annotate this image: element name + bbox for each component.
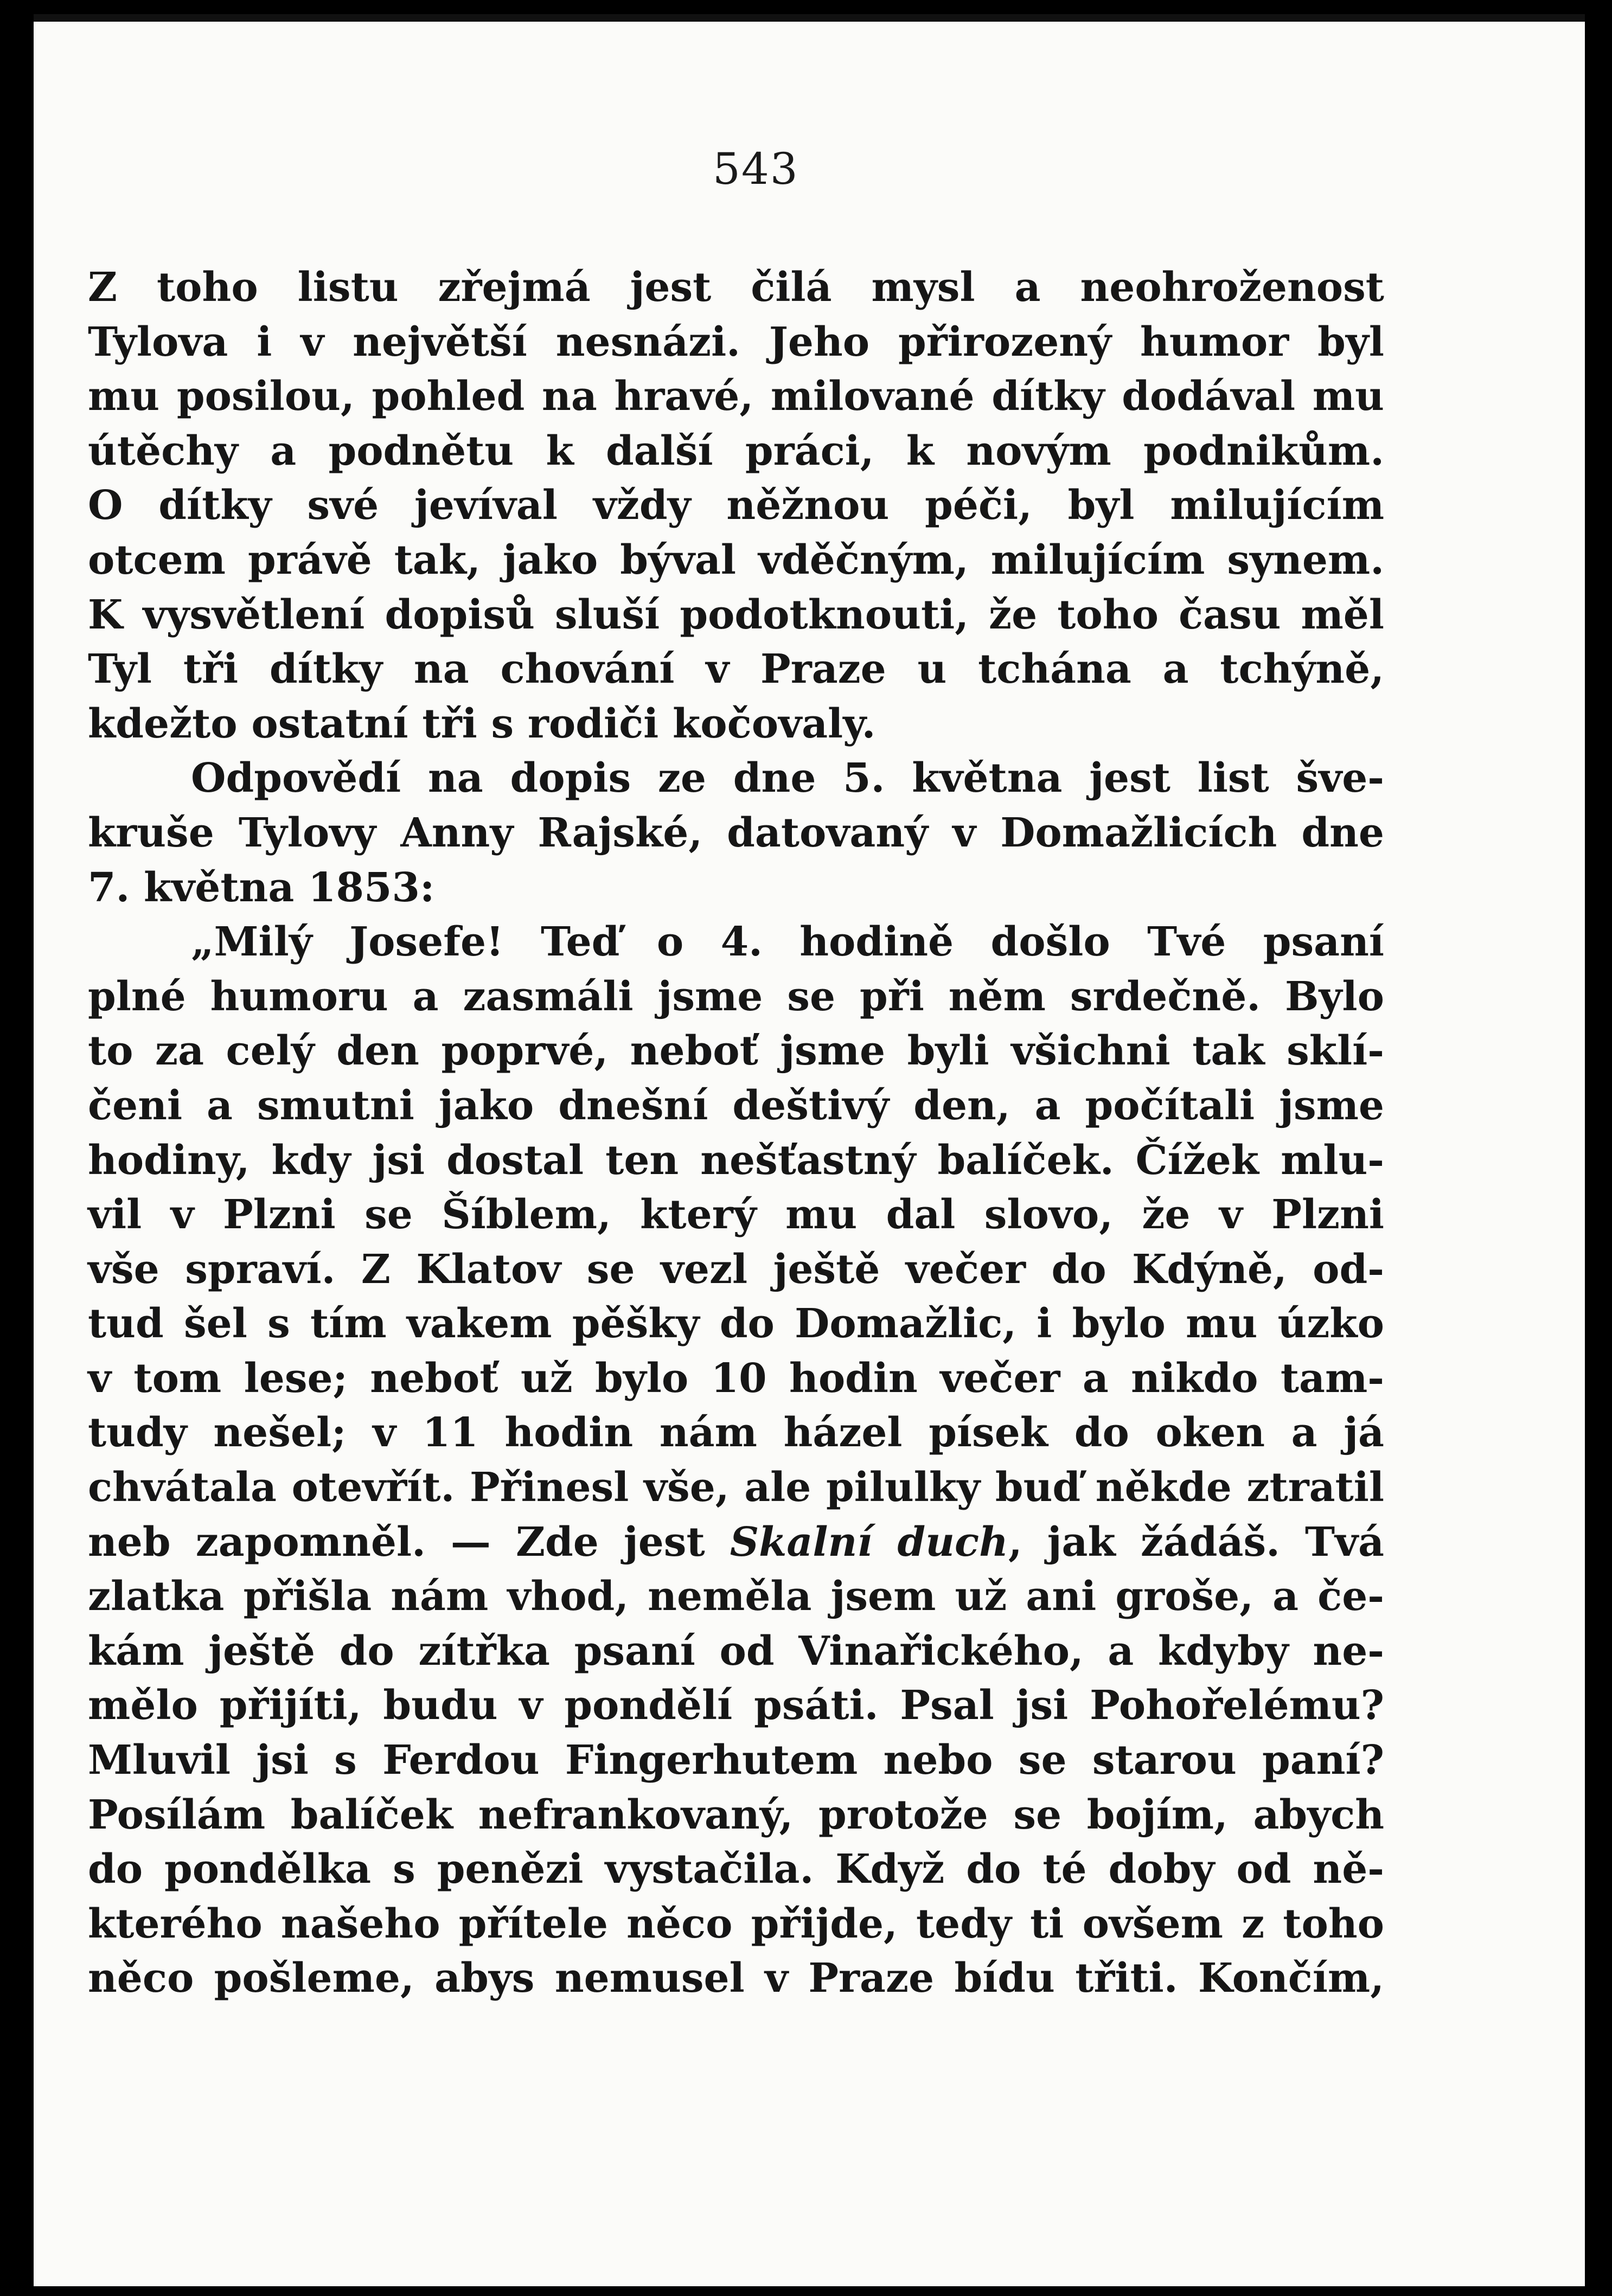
text-line: K vysvětlení dopisů sluší podotknouti, že toho času měl [88, 591, 1384, 638]
text-line-tail: , jak žádáš. Tvá [1008, 1518, 1384, 1566]
text-line: v tom lese; neboť už bylo 10 hodin večer a nikdo tam- [88, 1355, 1384, 1402]
text-line-with-italic [88, 1515, 1384, 1570]
text-line: Posílám balíček nefrankovaný, protože se bojím, abych [88, 1791, 1384, 1838]
text-line: něco pošleme, abys nemusel v Praze bídu třiti. Končím, [88, 1955, 1384, 2002]
text-line: „Milý Josefe! Teď o 4. hodině došlo Tvé psaní [191, 919, 1384, 966]
text-line: mu posilou, pohled na hravé, milované dítky dodával mu [88, 373, 1384, 420]
text-line: kdežto ostatní tři s rodiči kočovaly. [88, 700, 876, 747]
body-text [88, 260, 1384, 2006]
text-line: Z toho listu zřejmá jest čilá mysl a neohroženost [88, 264, 1384, 311]
text-line: chvátala otevřít. Přinesl vše, ale pilulky buď někde ztratil [88, 1464, 1384, 1511]
text-line: otcem právě tak, jako býval vděčným, milujícím synem. [88, 536, 1384, 583]
text-line: mělo přijíti, budu v pondělí psáti. Psal jsi Pohořelému? [88, 1682, 1384, 1729]
text-line: Tyl tři dítky na chování v Praze u tchána a tchýně, [88, 646, 1384, 693]
text-line: 7. května 1853: [88, 864, 435, 911]
text-line: zlatka přišla nám vhod, neměla jsem už ani groše, a če- [88, 1573, 1384, 1620]
text-line: hodiny, kdy jsi dostal ten nešťastný balíček. Čížek mlu- [88, 1137, 1384, 1184]
text-line: O dítky své jevíval vždy něžnou péči, byl milujícím [88, 482, 1384, 529]
text-line: to za celý den poprvé, neboť jsme byli všichni tak sklí- [88, 1028, 1384, 1075]
text-line: Tylova i v největší nesnázi. Jeho přirozený humor byl [88, 318, 1384, 365]
text-line-head: neb zapomněl. — Zde jest [88, 1518, 705, 1566]
text-line: vše spraví. Z Klatov se vezl ještě večer do Kdýně, od- [88, 1246, 1384, 1293]
text-line: tudy nešel; v 11 hodin nám házel písek do oken a já [88, 1409, 1384, 1457]
text-line: do pondělka s penězi vystačila. Když do té doby od ně- [88, 1846, 1384, 1893]
text-line: útěchy a podnětu k další práci, k novým podnikům. [88, 427, 1384, 474]
text-line: kruše Tylovy Anny Rajské, datovaný v Domažlicích dne [88, 809, 1384, 856]
text-line: čeni a smutni jako dnešní deštivý den, a počítali jsme [88, 1082, 1384, 1129]
page-number: 543 [713, 144, 799, 194]
text-line: tud šel s tím vakem pěšky do Domažlic, i bylo mu úzko [88, 1300, 1384, 1348]
text-line: plné humoru a zasmáli jsme se při něm srdečně. Bylo [88, 973, 1384, 1020]
text-line: Mluvil jsi s Ferdou Fingerhutem nebo se starou paní? [88, 1737, 1384, 1784]
text-line: Odpovědí na dopis ze dne 5. května jest list šve- [191, 755, 1384, 802]
text-line: kám ještě do zítřka psaní od Vinařického, a kdyby ne- [88, 1627, 1384, 1675]
italic-title: Skalní duch [730, 1518, 1008, 1566]
text-line: vil v Plzni se Šíblem, který mu dal slovo, že v Plzni [88, 1191, 1384, 1239]
text-line: kterého našeho přítele něco přijde, tedy ti ovšem z toho [88, 1900, 1384, 1947]
book-page [34, 14, 1585, 2286]
